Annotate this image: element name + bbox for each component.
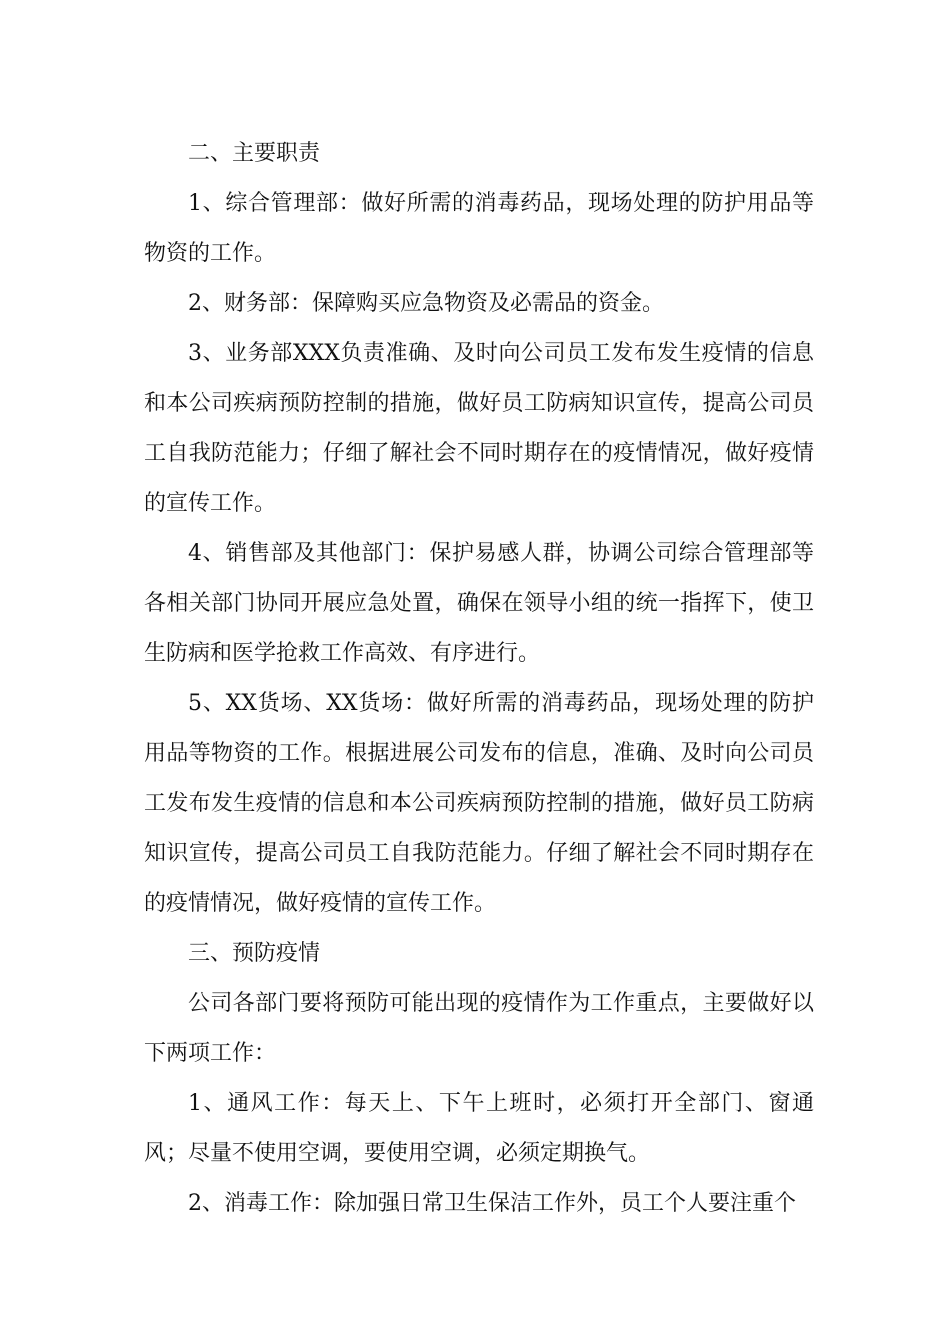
section-heading-prevention: 三、预防疫情 xyxy=(188,941,321,966)
paragraph-business: 3、业务部XXX负责准确、及时向公司员工发布发生疫情的信息和本公司疾病预防控制的措施，做好员工防病知识宣传，提高公司员工自我防范能力；仔细了解社会不同时期存在的疫情情况，做好疫情的宣传工作。 xyxy=(144,341,814,516)
paragraph-freight-yards: 5、XX货场、XX货场：做好所需的消毒药品，现场处理的防护用品等物资的工作。根据进展公司发布的信息，准确、及时向公司员工发布发生疫情的信息和本公司疾病预防控制的措施，做好员工防病知识宣传，提高公司员工自我防范能力。仔细了解社会不同时期存在的疫情情况，做好疫情的宣传工作。 xyxy=(144,691,814,916)
paragraph-disinfection: 2、消毒工作：除加强日常卫生保洁工作外，员工个人要注重个 xyxy=(188,1191,796,1216)
paragraph-ventilation: 1、通风工作：每天上、下午上班时，必须打开全部门、窗通风；尽量不使用空调，要使用空调，必须定期换气。 xyxy=(144,1091,814,1166)
paragraph-general-management: 1、综合管理部：做好所需的消毒药品，现场处理的防护用品等物资的工作。 xyxy=(144,191,814,266)
document-body xyxy=(144,129,814,1229)
paragraph-finance: 2、财务部：保障购买应急物资及必需品的资金。 xyxy=(188,291,664,316)
paragraph-prevention-intro: 公司各部门要将预防可能出现的疫情作为工作重点，主要做好以下两项工作： xyxy=(144,991,814,1066)
paragraph-sales-and-other: 4、销售部及其他部门：保护易感人群，协调公司综合管理部等各相关部门协同开展应急处置，确保在领导小组的统一指挥下，使卫生防病和医学抢救工作高效、有序进行。 xyxy=(144,541,814,666)
section-heading-main-duties: 二、主要职责 xyxy=(188,141,321,166)
